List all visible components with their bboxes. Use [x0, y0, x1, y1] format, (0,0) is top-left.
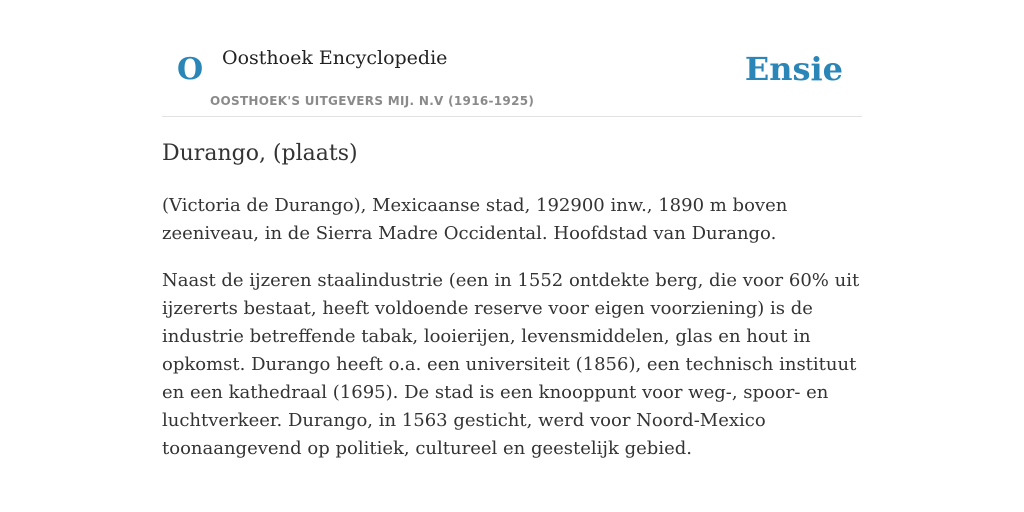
site-header	[162, 0, 862, 117]
publisher-logo[interactable]: O	[177, 52, 204, 87]
article-content	[162, 138, 862, 463]
entry-title: Durango, (plaats)	[162, 141, 358, 166]
encyclopedia-title[interactable]: Oosthoek Encyclopedie	[222, 47, 448, 69]
entry-paragraph-2: Naast de ijzeren staalindustrie (een in 1552 ontdekte berg, die voor 60% uit ijzererts bestaat, heeft voldoende reserve voor eigen voorziening) is de industrie betreffende tabak, looierijen, levensmiddelen, glas en hout in opkomst. Durango heeft o.a. een universiteit (1856), een technisch instituut en een kathedraal (1695). De stad is een knooppunt voor weg-, spoor- en luchtverkeer. Durango, in 1563 gesticht, werd voor Noord-Mexico toonaangevend op politiek, cultureel en geestelijk gebied.	[162, 270, 860, 459]
entry-paragraph-1: (Victoria de Durango), Mexicaanse stad, 192900 inw., 1890 m boven zeeniveau, in de Sierra Madre Occidental. Hoofdstad van Durango.	[162, 195, 788, 244]
publisher-subtitle: OOSTHOEK'S UITGEVERS MIJ. N.V (1916-1925)	[210, 94, 535, 108]
ensie-brand-logo[interactable]: Ensie	[744, 50, 843, 88]
